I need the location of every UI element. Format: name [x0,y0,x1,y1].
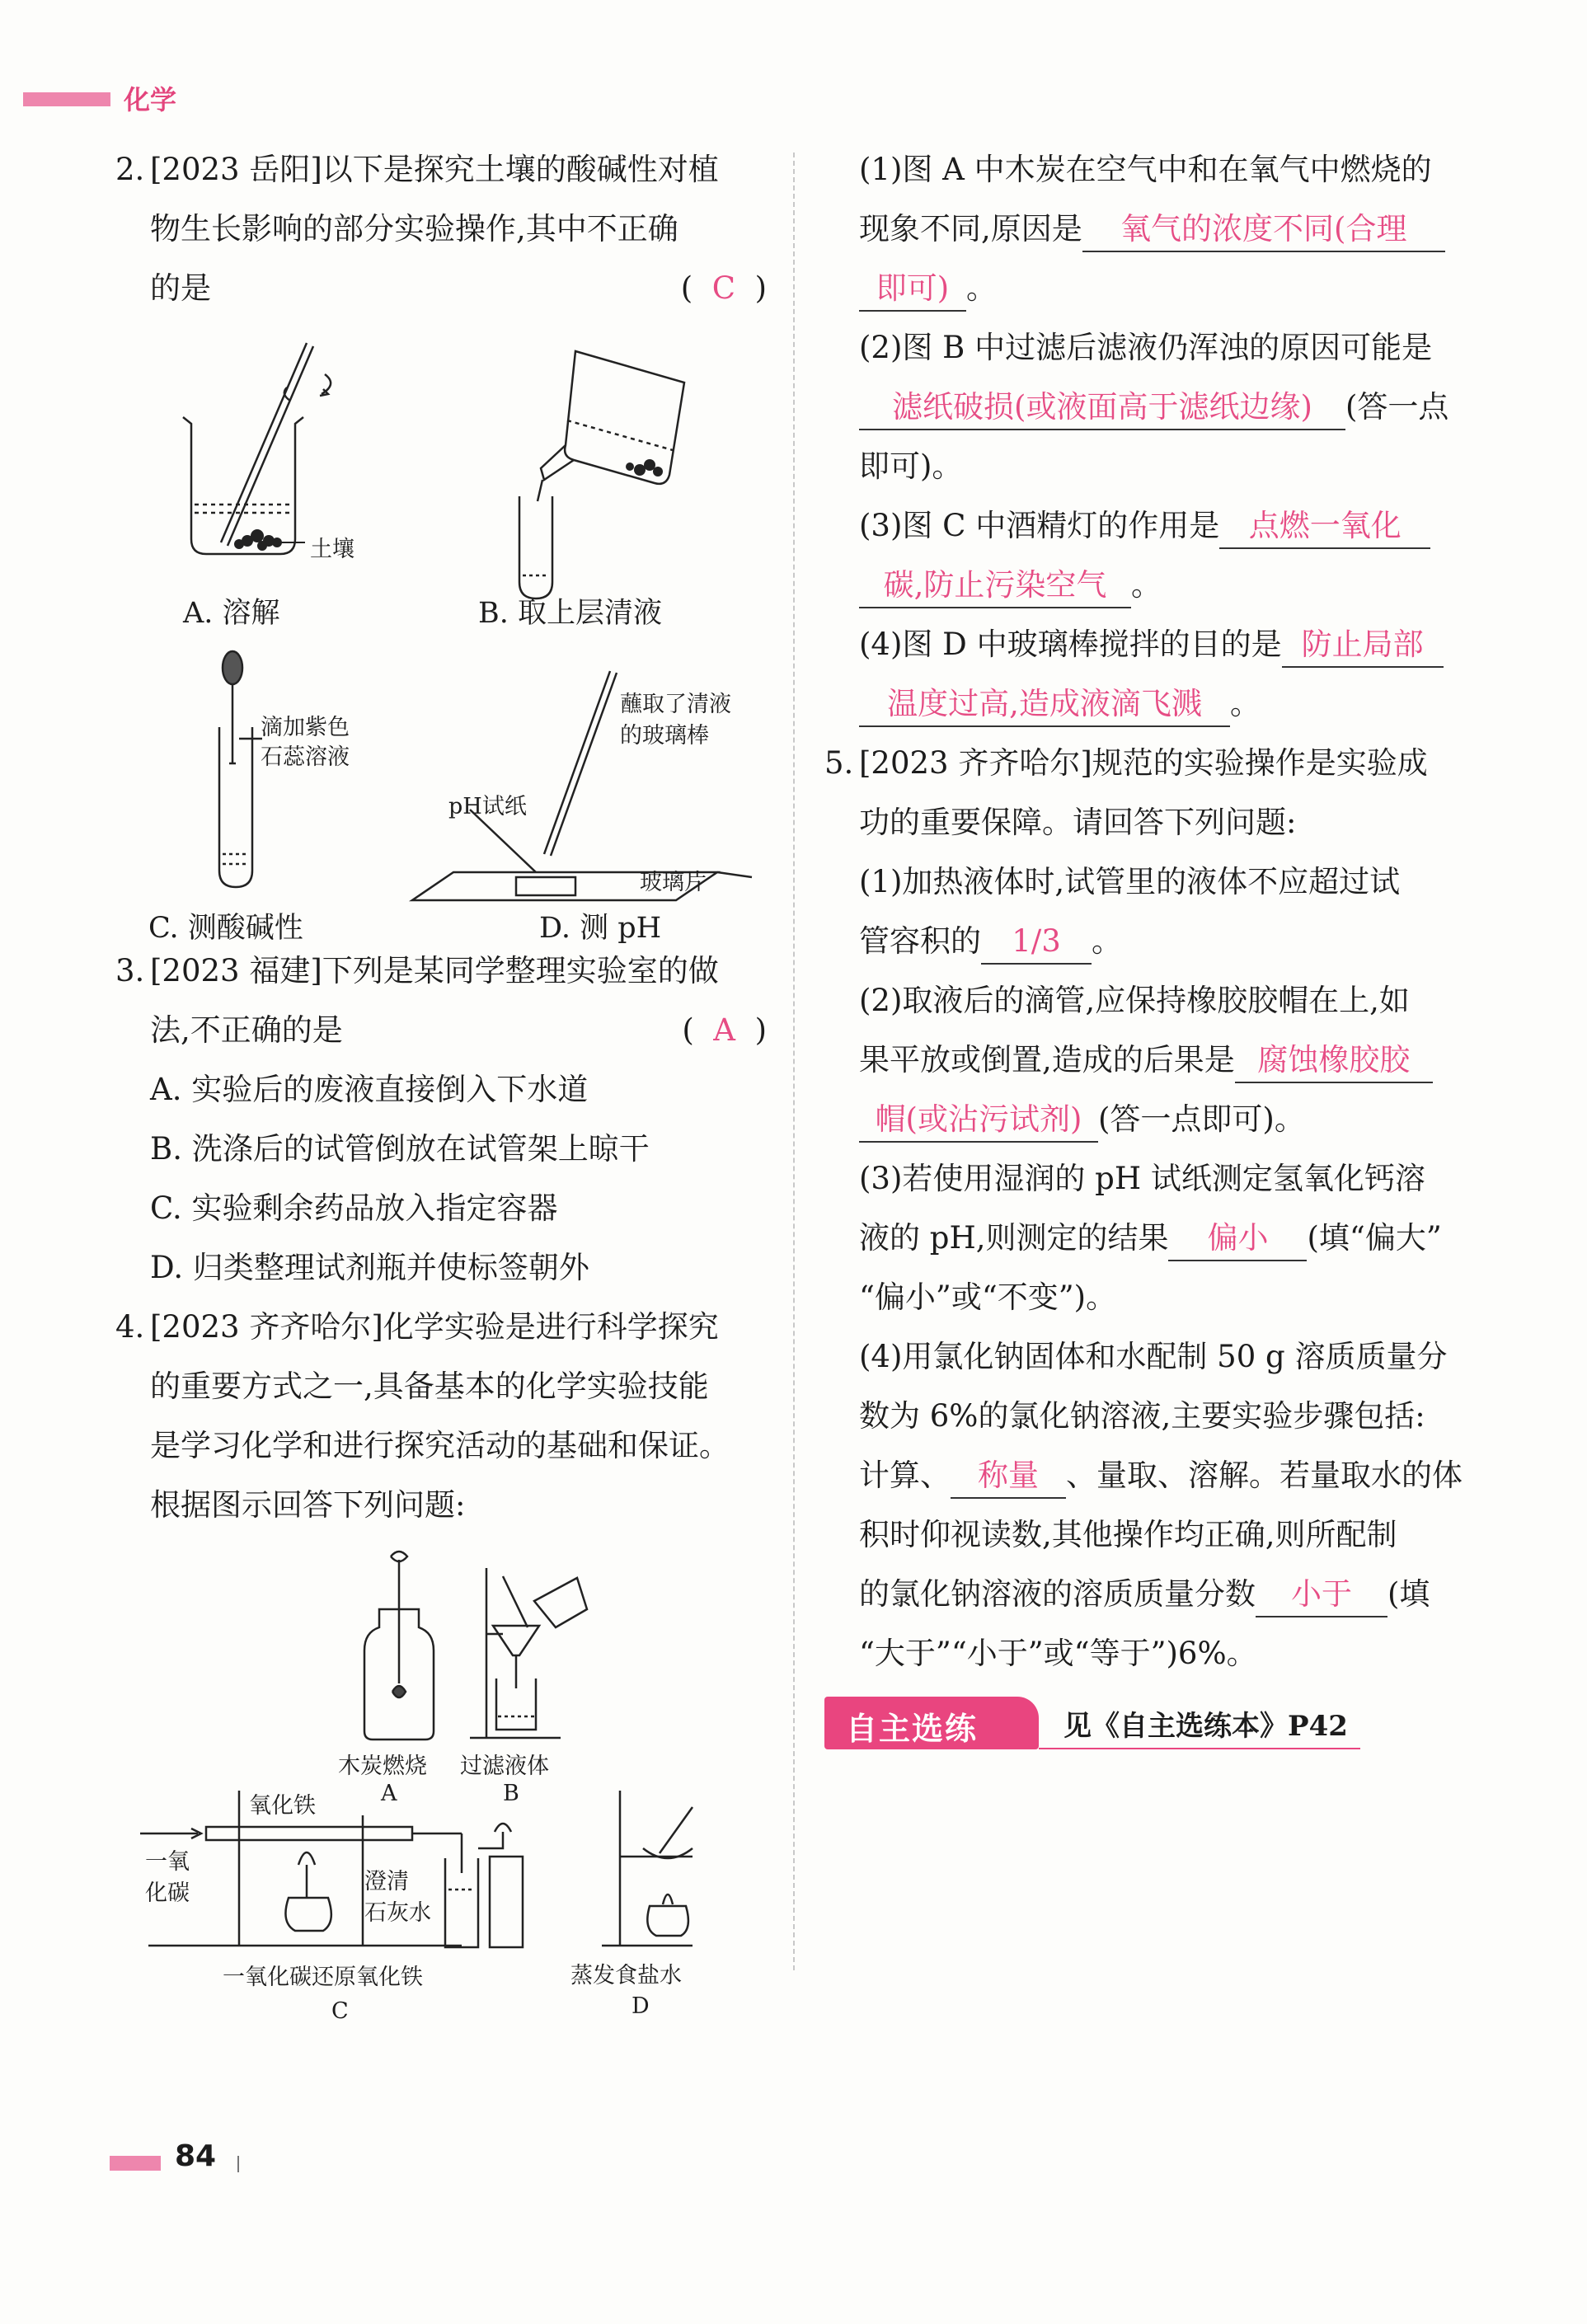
litmus-label-1: 滴加紫色 [261,715,350,740]
fig-a-letter: A [381,1781,397,1806]
question-3-option-c: C. 实验剩余药品放入指定容器 [150,1190,558,1226]
self-practice-reference: 见《自主选练本》P42 [1063,1710,1348,1743]
q5-sub4-line-2: 数为 6%的氯化钠溶液,主要实验步骤包括: [859,1398,1425,1434]
q5-sub4-answer-2: 小于 [1256,1573,1387,1617]
q5-sub2-answer-a: 腐蚀橡胶胶 [1235,1039,1433,1083]
beaker-dissolve-drawing [183,343,331,554]
q5-sub3-line-3: “偏小”或“不变”)。 [859,1279,1117,1315]
left-column [115,140,767,2046]
q5-sub4-line-3: 计算、 称量 、量取、溶解。若量取水的体 [824,1446,1476,1505]
header-bar [23,92,110,106]
footer-bar [110,2156,161,2171]
q4-sub1-answer-a: 氧气的浓度不同(合理 [1082,208,1445,252]
question-5-line-2: 功的重要保障。请回答下列问题: [859,805,1297,840]
q4-sub2-answer: 滤纸破损(或液面高于滤纸边缘) [859,386,1345,430]
question-4-sub-3 [824,496,1476,615]
limewater-label-1: 澄清 [364,1869,409,1894]
option-b-caption: B. 取上层清液 [478,597,662,630]
q4-sub3-answer-b: 碳,防止污染空气 [859,564,1131,608]
question-4-line-3: 是学习化学和进行探究活动的基础和保证。 [150,1428,730,1463]
q5-sub2-answer-b: 帽(或沾污试剂) [859,1098,1098,1143]
q4-sub4-answer-a: 防止局部 [1282,623,1444,668]
q5-sub4-line-4: 积时仰视读数,其他操作均正确,则所配制 [859,1517,1397,1552]
q5-sub4-line-1: (4)用氯化钠固体和水配制 50 g 溶质质量分 [859,1339,1448,1374]
fig-a-caption: 木炭燃烧 [338,1754,427,1779]
question-2-line-1: 2. [2023 岳阳]以下是探究土壤的酸碱性对植 [115,152,719,187]
question-3-line-2: 法,不正确的是 ( A ) [115,1001,767,1060]
rod-label-1: 蘸取了清液 [620,692,731,717]
question-2-answer: ( C ) [680,270,767,306]
question-4-stem [115,1298,767,1535]
q5-sub2-line-1: (2)取液后的滴管,应保持橡胶胶帽在上,如 [859,983,1410,1018]
header-subject: 化学 [124,84,177,115]
q4-sub3-line-1: (3)图 C 中酒精灯的作用是 点燃一氧化 [824,496,1476,556]
q4-sub1-line-2: 现象不同,原因是 氧气的浓度不同(合理 [824,200,1476,259]
question-2-figures-ab [115,318,767,648]
iron-oxide-label: 氧化铁 [249,1793,316,1819]
soil-particles [234,529,282,551]
fig-d-caption: 蒸发食盐水 [570,1963,682,1988]
q4-sub3-answer-a: 点燃一氧化 [1219,505,1430,549]
question-5 [824,734,1476,1683]
question-2 [115,140,767,961]
q5-sub1-line-1: (1)加热液体时,试管里的液体不应超过试 [859,864,1401,899]
question-5-line-1: 5. [2023 齐齐哈尔]规范的实验操作是实验成 [824,745,1428,781]
question-2-line-3: 的是 ( C ) [115,259,767,318]
page-number-tick [237,2156,239,2172]
q5-sub4-line-6: “大于”“小于”或“等于”)6%。 [859,1636,1257,1671]
q4-sub3-line-2: 碳,防止污染空气 。 [824,556,1476,615]
q5-sub3-answer: 偏小 [1168,1217,1307,1261]
question-3 [115,941,767,1298]
soil-label: 土壤 [310,537,354,562]
q4-sub2-line-1: (2)图 B 中过滤后滤液仍浑浊的原因可能是 [859,330,1433,365]
option-a-caption: A. 溶解 [183,597,280,630]
question-3-answer: ( A ) [682,1012,767,1048]
column-divider [793,153,795,1970]
question-4-sub-1 [824,140,1476,318]
right-column [824,140,1476,1683]
test-tube-litmus-drawing [219,651,262,887]
co-label-2: 化碳 [145,1880,190,1906]
q4-sub1-line-1: (1)图 A 中木炭在空气中和在氧气中燃烧的 [859,152,1432,187]
glass-plate-label: 玻璃片 [640,870,707,895]
q5-sub3-line-1: (3)若使用湿润的 pH 试纸测定氢氧化钙溶 [859,1161,1425,1196]
question-2-line-2: 物生长影响的部分实验操作,其中不正确 [150,211,678,246]
q4-sub4-answer-b: 温度过高,造成液滴飞溅 [859,683,1230,727]
option-d-caption: D. 测 pH [539,912,662,945]
option-c-caption: C. 测酸碱性 [148,912,303,945]
question-4-figures [115,1535,767,2046]
question-3-option-d: D. 归类整理试剂瓶并使标签朝外 [150,1250,589,1285]
q4-sub2-line-3: 即可)。 [859,448,963,484]
q4-sub1-line-3: 即可) 。 [824,259,1476,318]
q4-sub2-line-2: 滤纸破损(或液面高于滤纸边缘) (答一点 [824,378,1476,437]
q5-sub1-answer: 1/3 [981,920,1092,965]
charcoal-burning-drawing [364,1552,434,1739]
question-4-line-2: 的重要方式之一,具备基本的化学实验技能 [150,1369,709,1404]
self-practice-underline [1039,1748,1360,1749]
filtration-drawing [470,1568,587,1738]
question-4-line-4: 根据图示回答下列问题: [150,1487,466,1523]
q5-sub3-line-2: 液的 pH,则测定的结果 偏小 (填“偏大” [824,1209,1476,1268]
fig-d-letter: D [632,1993,650,2019]
evaporation-drawing [602,1791,693,1946]
page-number: 84 [175,2139,217,2173]
fig-b-caption: 过滤液体 [460,1754,549,1779]
q5-sub2-line-3: 帽(或沾污试剂) (答一点即可)。 [824,1090,1476,1149]
question-2-figures-cd [115,648,767,961]
q5-sub4-line-5: 的氯化钠溶液的溶质质量分数 小于 (填 [824,1565,1476,1624]
question-4-sub-2 [824,318,1476,496]
co-reduction-drawing [140,1791,523,1947]
co-label-1: 一氧 [145,1849,190,1875]
q5-sub4-answer-1: 称量 [951,1454,1066,1499]
q4-sub4-line-1: (4)图 D 中玻璃棒搅拌的目的是 防止局部 [824,615,1476,674]
q5-sub2-line-2: 果平放或倒置,造成的后果是 腐蚀橡胶胶 [824,1031,1476,1090]
fig-c-letter: C [331,1998,349,2024]
fig-c-caption: 一氧化碳还原氧化铁 [223,1965,423,1990]
q4-sub1-answer-b: 即可) [859,267,966,312]
question-3-option-b: B. 洗涤后的试管倒放在试管架上晾干 [150,1131,650,1167]
rod-label-2: 的玻璃棒 [620,723,709,749]
q4-sub4-line-2: 温度过高,造成液滴飞溅 。 [824,674,1476,734]
q5-sub1-line-2: 管容积的 1/3 。 [824,912,1476,971]
ph-paper-label: pH试纸 [448,794,527,819]
fig-b-letter: B [503,1781,519,1806]
question-4-sub-4 [824,615,1476,734]
sediment-particles [626,459,663,477]
limewater-label-2: 石灰水 [364,1900,431,1926]
question-3-line-1: 3. [2023 福建]下列是某同学整理实验室的做 [115,953,719,988]
question-4-line-1: 4. [2023 齐齐哈尔]化学实验是进行科学探究 [115,1309,719,1345]
litmus-label-2: 石蕊溶液 [261,744,350,770]
question-3-option-a: A. 实验后的废液直接倒入下水道 [150,1072,589,1107]
self-practice-badge: 自主选练 [824,1697,1039,1749]
